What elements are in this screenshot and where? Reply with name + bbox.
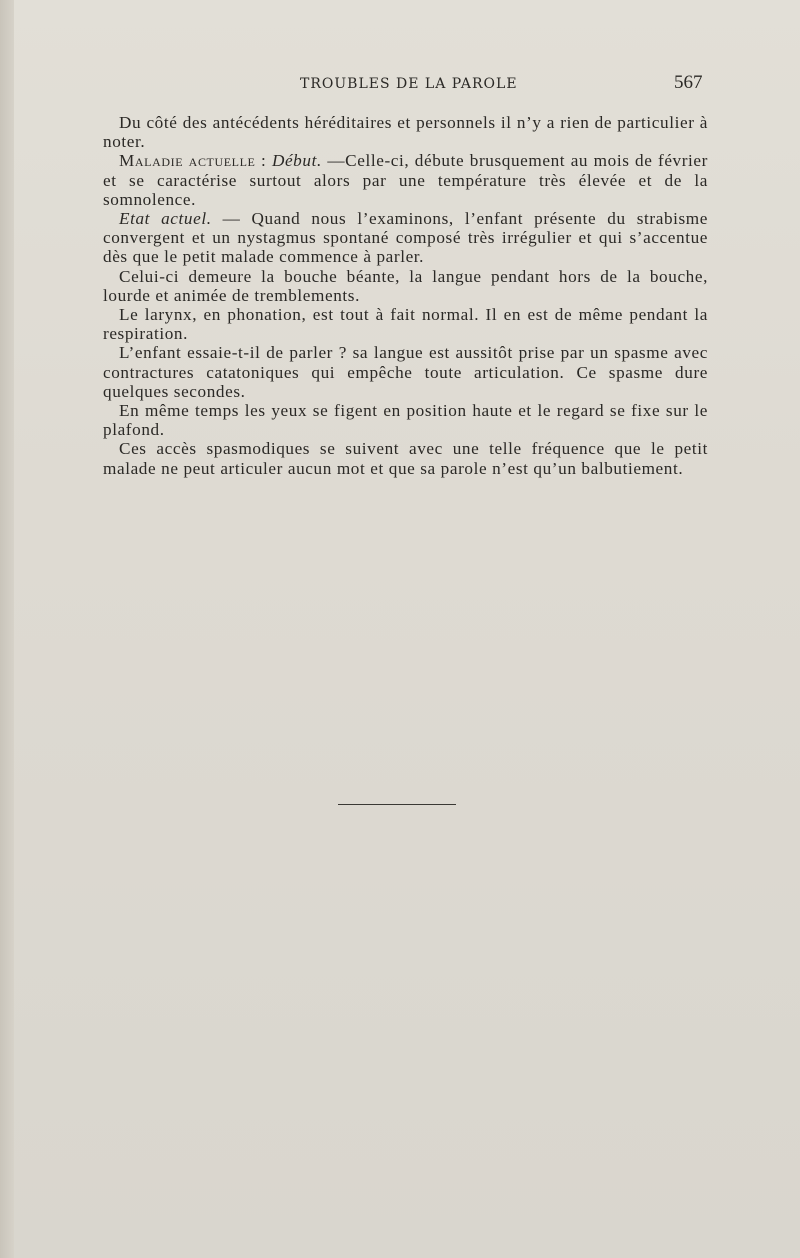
paragraph-maladie-actuelle bbox=[103, 151, 708, 209]
body-text bbox=[103, 113, 708, 478]
paragraph-bouche: Celui-ci demeure la bouche béante, la langue pendant hors de la bouche, lourde et animée de tremblements. bbox=[103, 266, 708, 305]
paragraph-yeux: En même temps les yeux se figent en position haute et le regard se fixe sur le plafond. bbox=[103, 401, 708, 440]
paragraph-text: — Quand nous l’examinons, l’enfant présente du strabisme convergent et un nystagmus spontané composé très irrégulier et qui s’accentue dès que le petit malade commence à parler. bbox=[103, 209, 709, 267]
subsection-label: Début. bbox=[271, 151, 322, 171]
section-label: Maladie actuelle : bbox=[119, 151, 267, 171]
paragraph-antecedents: Du côté des antécédents héréditaires et personnels il n’y a rien de particulier à noter. bbox=[103, 113, 708, 152]
paragraph-etat-actuel bbox=[103, 209, 708, 267]
paragraph-larynx: Le larynx, en phonation, est tout à fait normal. Il en est de même pendant la respiration. bbox=[103, 305, 708, 344]
paragraph-spasme: L’enfant essaie-t-il de parler ? sa langue est aussitôt prise par un spasme avec contractures catatoniques qui empêche toute articulation. Ce spasme dure quelques secondes. bbox=[103, 343, 708, 401]
page-gutter-shadow bbox=[0, 0, 14, 1258]
running-title: TROUBLES DE LA PAROLE bbox=[300, 76, 518, 92]
end-rule bbox=[338, 804, 456, 805]
paragraph-acces: Ces accès spasmodiques se suivent avec une telle fréquence que le petit malade ne peut articuler aucun mot et que sa parole n’est qu’un balbutiement. bbox=[103, 439, 708, 478]
subsection-label: Etat actuel. bbox=[119, 209, 212, 229]
page-number: 567 bbox=[674, 72, 703, 93]
paragraph-text: —Celle-ci, débute brusquement au mois de février et se caractérise surtout alors par une température très élevée et de la somnolence. bbox=[103, 151, 708, 209]
